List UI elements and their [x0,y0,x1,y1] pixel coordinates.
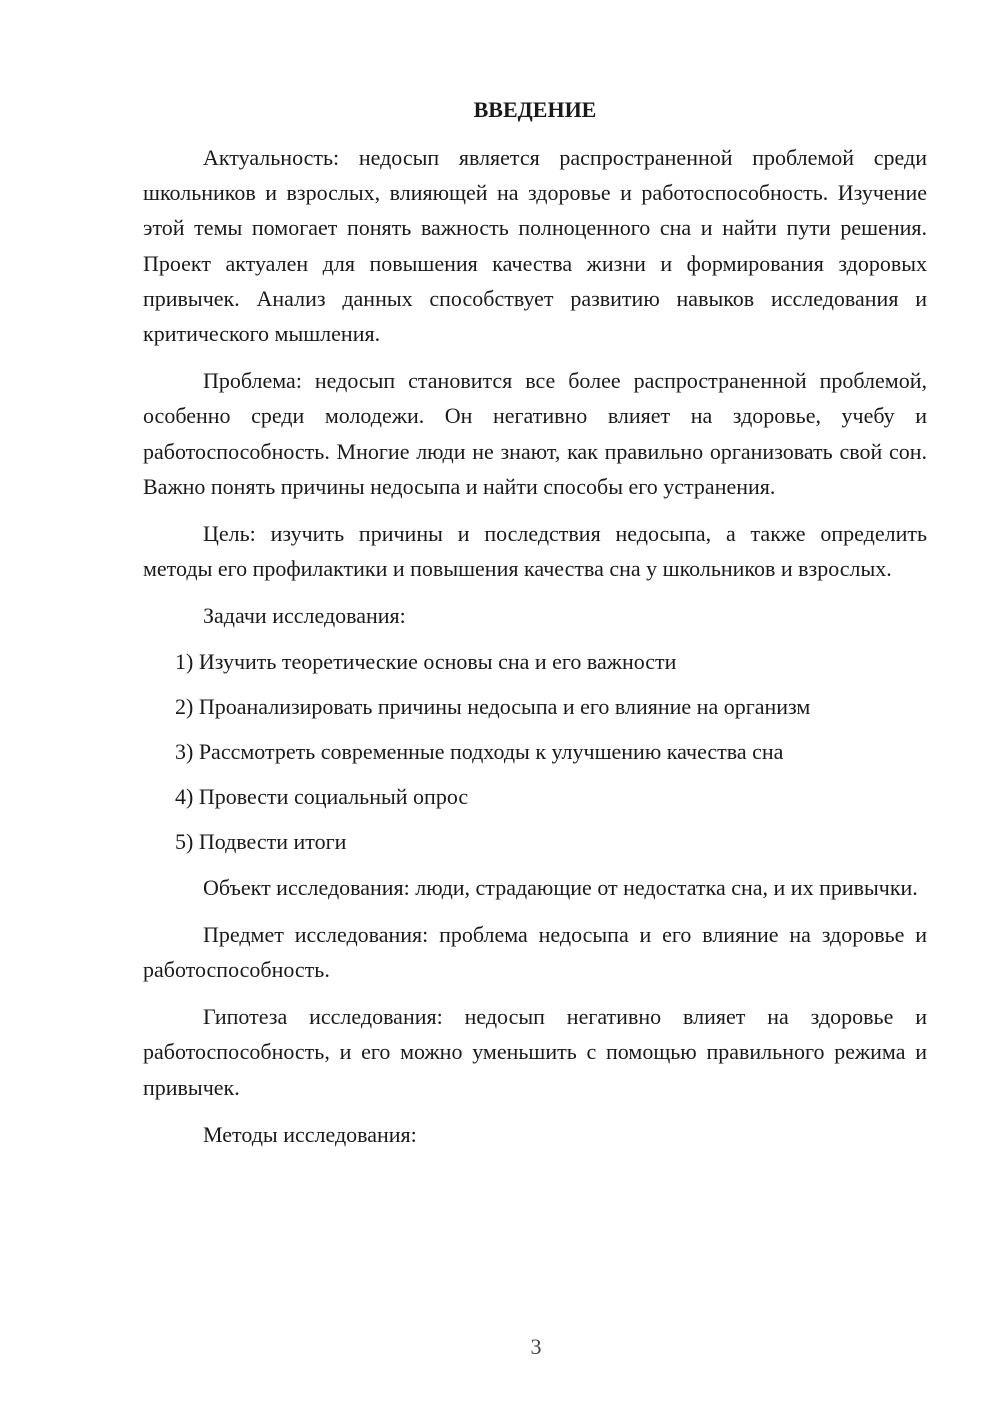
object-paragraph: Объект исследования: люди, страдающие от недостатка сна, и их привычки. [203,874,918,900]
task-item-5: 5) Подвести итоги [175,829,347,855]
page-content [143,92,927,1162]
section-title: ВВЕДЕНИЕ [473,97,597,122]
task-item-1: 1) Изучить теоретические основы сна и его важности [175,648,677,674]
tasks-list [143,644,927,860]
subject-paragraph: Предмет исследования: проблема недосыпа и его влияние на здоровье и работоспособность. [143,921,927,983]
task-item-3: 3) Рассмотреть современные подходы к улучшению качества сна [175,739,784,765]
hypothesis-paragraph: Гипотеза исследования: недосып негативно влияет на здоровье и работоспособность, и его можно уменьшить с помощью правильного режима и привычек. [143,1004,927,1100]
page-number: 3 [530,1334,542,1359]
task-item-4: 4) Провести социальный опрос [175,784,469,810]
relevance-paragraph: Актуальность: недосып является распространенной проблемой среди школьников и взрослых, влияющей на здоровье и работоспособность. Изучение этой темы помогает понять важность полноценного сна и найти пути решения. Проект актуален для повышения качества жизни и формирования здоровых привычек. Анализ данных способствует развитию навыков исследования и критического мышления. [143,145,927,347]
problem-paragraph: Проблема: недосып становится все более распространенной проблемой, особенно среди молодежи. Он негативно влияет на здоровье, учебу и работоспособность. Многие люди не знают, как правильно организовать свой сон. Важно понять причины недосыпа и найти способы его устранения. [143,368,927,499]
tasks-heading: Задачи исследования: [203,603,406,629]
task-item-2: 2) Проанализировать причины недосыпа и его влияние на организм [175,693,811,719]
methods-heading: Методы исследования: [203,1121,417,1147]
goal-paragraph: Цель: изучить причины и последствия недосыпа, а также определить методы его профилактики и повышения качества сна у школьников и взрослых. [143,521,927,582]
